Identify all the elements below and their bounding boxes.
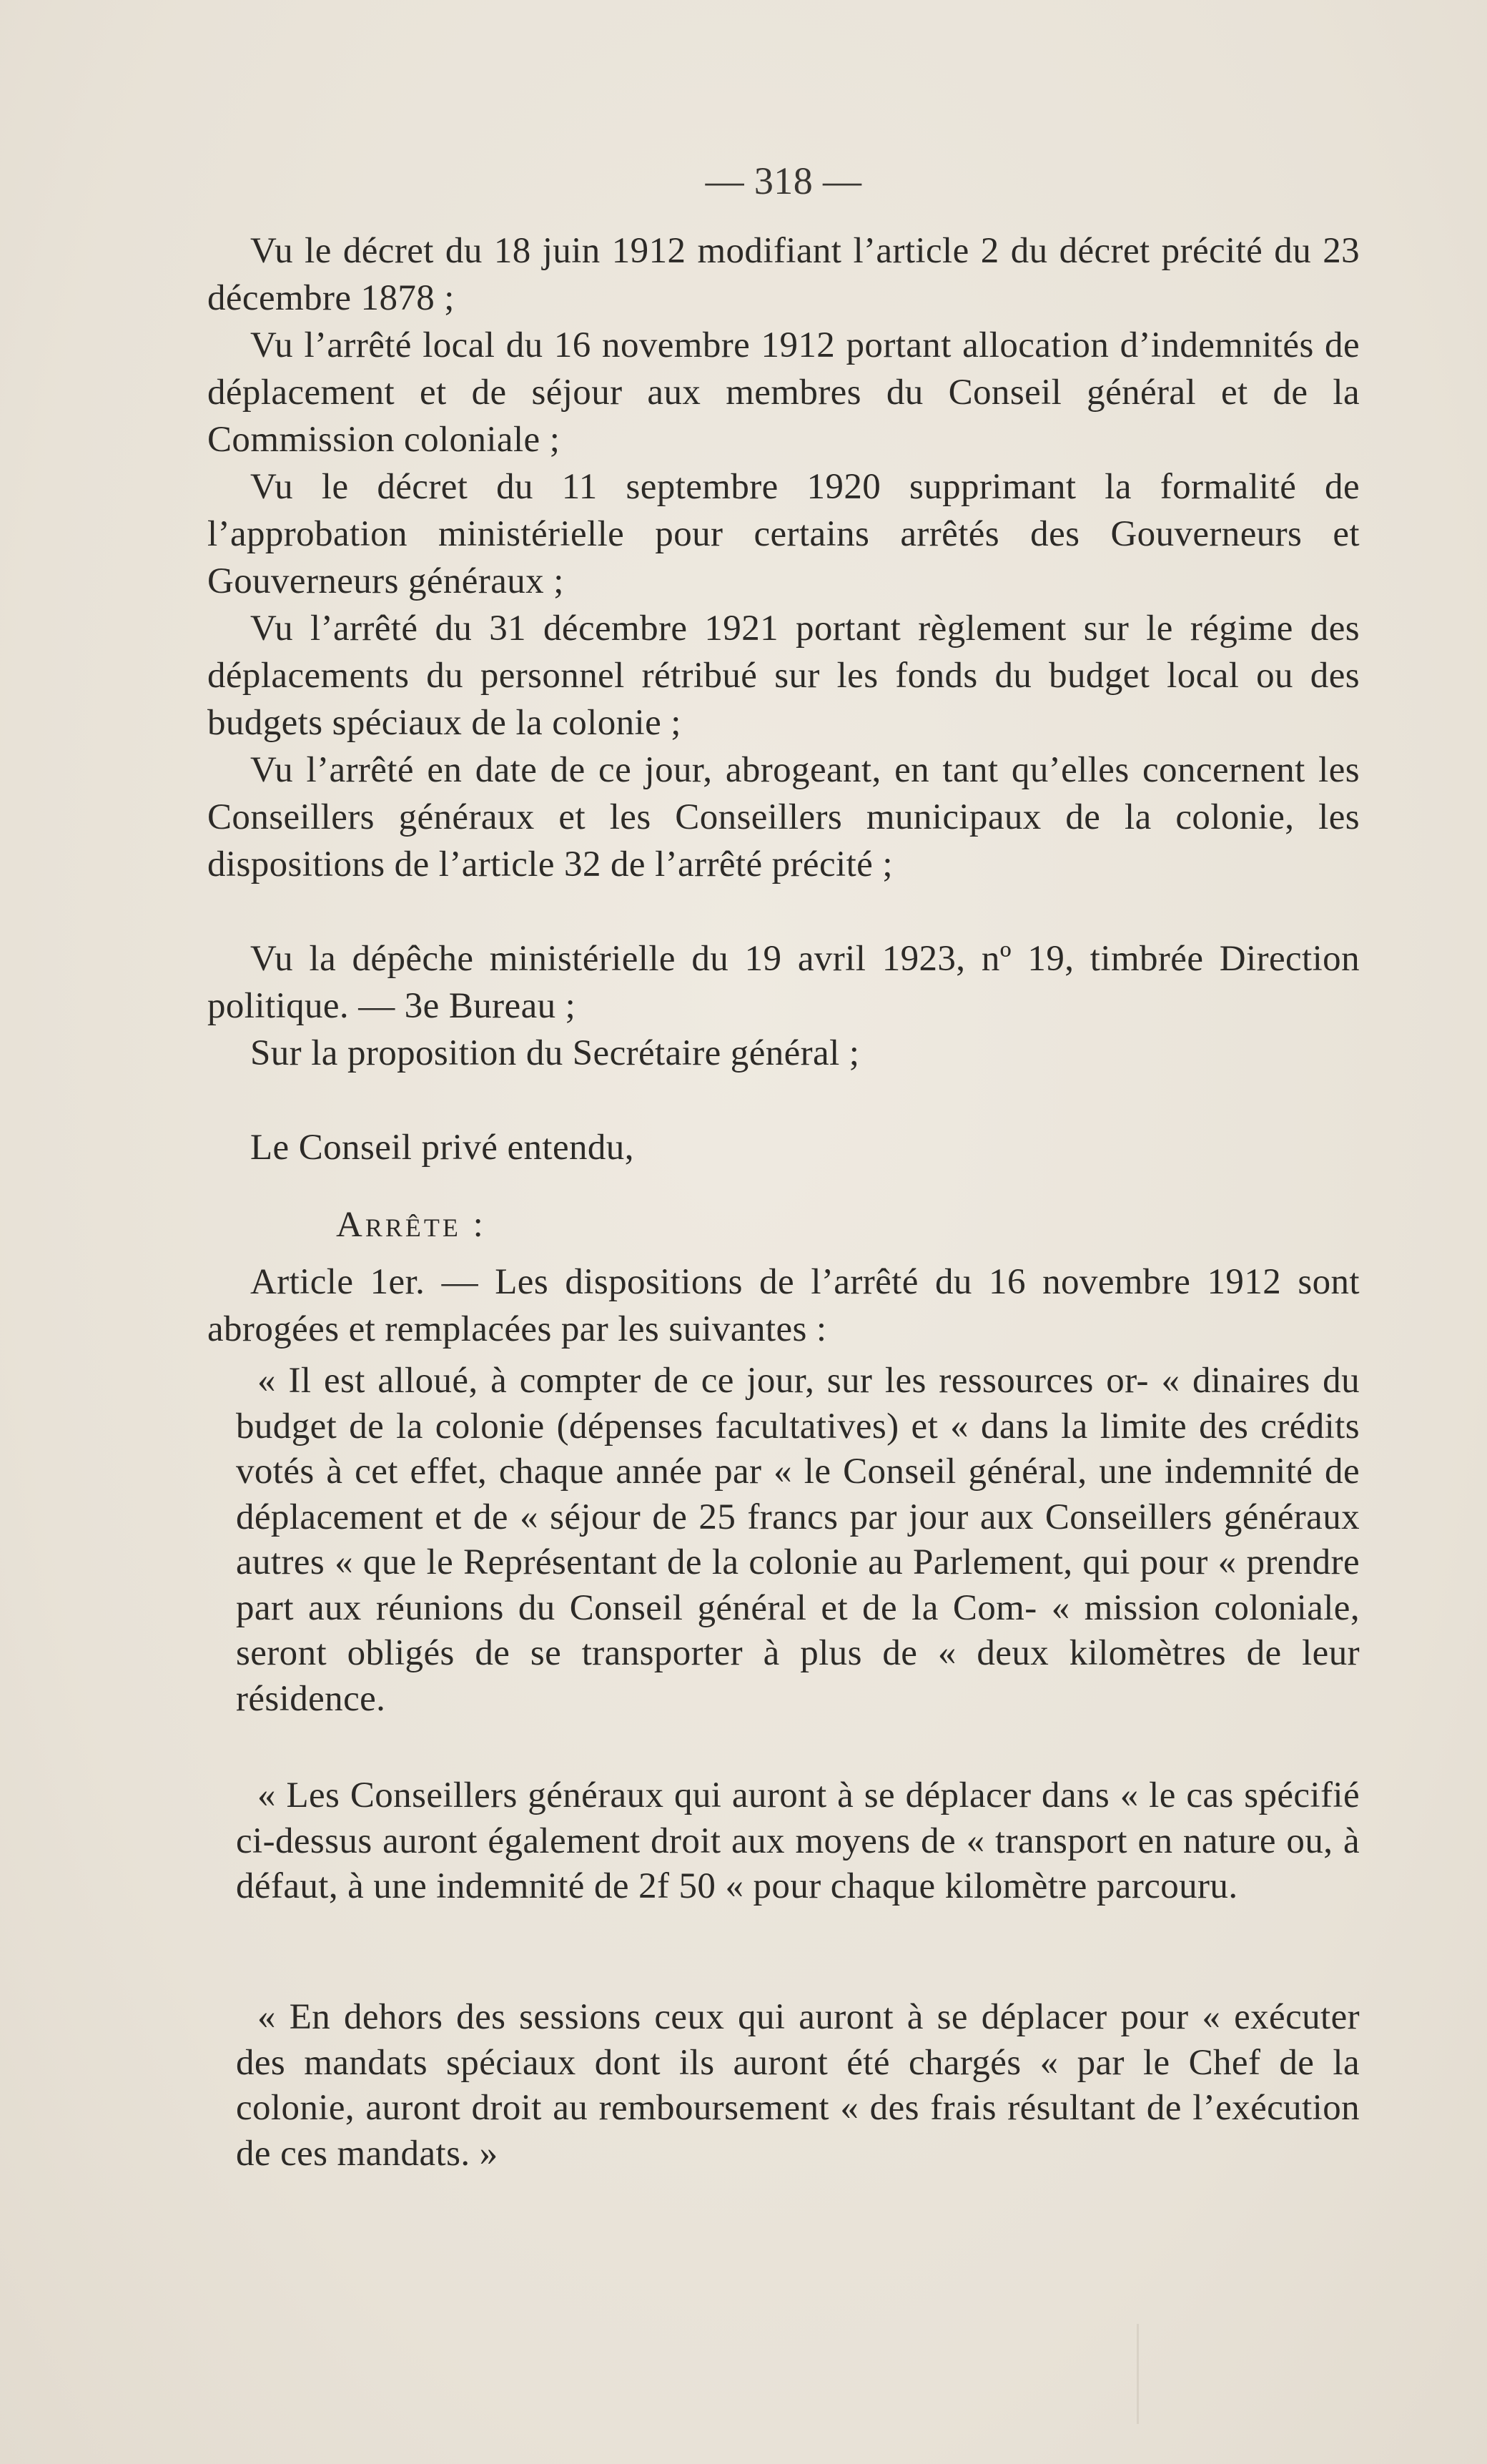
paragraph-arrete-1921: Vu l’arrêté du 31 décembre 1921 portant règlement sur le régime des déplacements du personnel rétribué sur les fonds du budget local ou des budgets spéciaux de la colonie ;: [207, 608, 1360, 743]
paragraph-depeche: Vu la dépêche ministérielle du 19 avril 1923, nº 19, timbrée Direction politique. — 3e Bureau ;: [207, 939, 1360, 1026]
quote-paragraph-3: « En dehors des sessions ceux qui auront à se déplacer pour « exécuter des mandats spéciaux dont ils auront été chargés « par le Chef de la colonie, auront droit au remboursement « des frais résultant de l’exécution de ces mandats. »: [236, 1997, 1360, 2174]
article-1: Article 1er. — Les dispositions de l’arrêté du 16 novembre 1912 sont abrogées et remplacées par les suivantes :: [207, 1262, 1360, 1349]
paper-mark: [1137, 2324, 1139, 2424]
paragraph-proposition: Sur la proposition du Secrétaire général ;: [250, 1033, 860, 1073]
paragraph-arrete-jour: Vu l’arrêté en date de ce jour, abrogeant, en tant qu’elles concernent les Conseillers généraux et les Conseillers municipaux de la colonie, les dispositions de l’article 32 de l’arrêté précité ;: [207, 750, 1360, 884]
paragraph-conseil-prive: Le Conseil privé entendu,: [250, 1128, 634, 1168]
paragraph-decret-1912: Vu le décret du 18 juin 1912 modifiant l’article 2 du décret précité du 23 décembre 1878 ;: [207, 231, 1360, 318]
quote-paragraph-1: « Il est alloué, à compter de ce jour, sur les ressources or- « dinaires du budget de la colonie (dépenses facultatives) et « dans la limite des crédits votés à cet effet, chaque année par « le Conseil général, une indemnité de déplacement et de « séjour de 25 francs par jour aux Conseillers généraux autres « que le Représentant de la colonie au Parlement, qui pour « prendre part aux réunions du Conseil général et de la Com- « mission coloniale, seront obligés de se transporter à plus de « deux kilomètres de leur résidence.: [236, 1361, 1360, 1719]
arrete-heading: Arrête :: [336, 1205, 486, 1245]
quote-paragraph-2: « Les Conseillers généraux qui auront à se déplacer dans « le cas spécifié ci-dessus auront également droit aux moyens de « transport en nature ou, à défaut, à une indemnité de 2f 50 « pour chaque kilomètre parcouru.: [236, 1775, 1360, 1906]
paragraph-arrete-1912: Vu l’arrêté local du 16 novembre 1912 portant allocation d’indemnités de déplacement et de séjour aux membres du Conseil général et de la Commission coloniale ;: [207, 325, 1360, 460]
paragraph-decret-1920: Vu le décret du 11 septembre 1920 supprimant la formalité de l’approbation ministérielle pour certains arrêtés des Gouverneurs et Gouverneurs généraux ;: [207, 467, 1360, 601]
page-number: — 318 —: [705, 159, 862, 202]
